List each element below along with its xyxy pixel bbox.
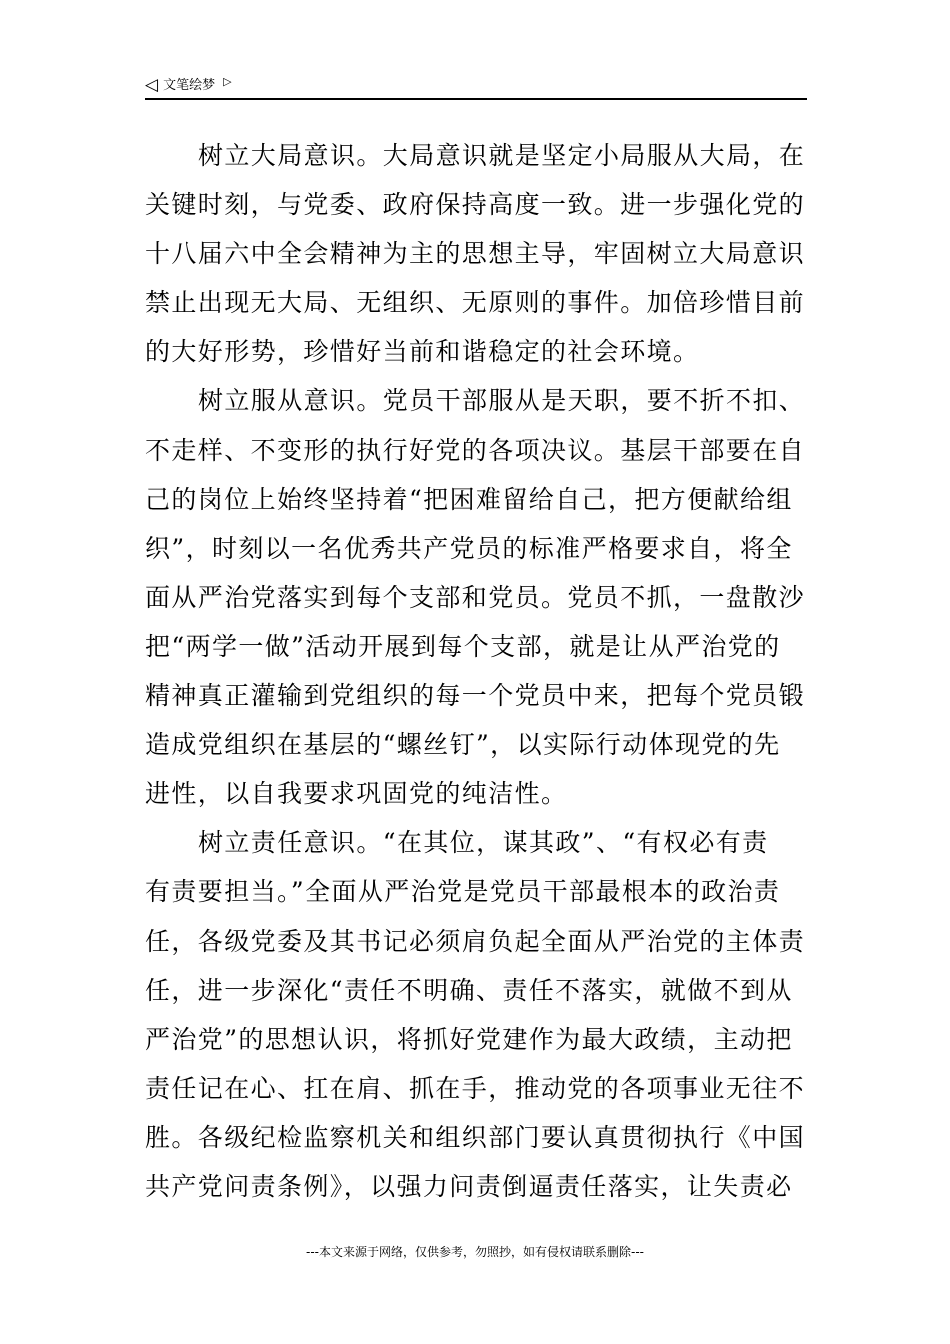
text-line: 胜。各级纪检监察机关和组织部门要认真贯彻执行《中国 — [145, 1122, 806, 1152]
text-line: 精神真正灌输到党组织的每一个党员中来，把每个党员锻 — [145, 681, 806, 711]
text-line: 树立服从意识。党员干部服从是天职，要不折不扣、 — [198, 386, 806, 416]
text-line: 树立责任意识。“在其位，谋其政”、“有权必有责 — [198, 828, 769, 858]
triangle-left-icon: ◁ — [145, 74, 159, 95]
text-line: 关键时刻，与党委、政府保持高度一致。进一步强化党的 — [145, 190, 806, 220]
page-header — [145, 72, 807, 100]
text-line: 造成党组织在基层的“螺丝钉”，以实际行动体现党的先 — [145, 730, 781, 760]
text-line: 十八届六中全会精神为主的思想主导，牢固树立大局意识 — [145, 239, 806, 269]
paragraph-big-picture — [145, 131, 807, 376]
text-line: 织”，时刻以一名优秀共产党员的标准严格要求自，将全 — [145, 533, 793, 563]
header-title: 文笔绘梦 — [163, 77, 216, 93]
text-line: 把“两学一做”活动开展到每个支部，就是让从严治党的 — [145, 631, 781, 661]
text-line: 责任记在心、扛在肩、抓在手，推动党的各项事业无往不 — [145, 1073, 806, 1103]
document-body — [145, 131, 807, 1211]
text-line: 的大好形势，珍惜好当前和谐稳定的社会环境。 — [145, 337, 700, 367]
text-line: 禁止出现无大局、无组织、无原则的事件。加倍珍惜目前 — [145, 288, 806, 318]
paragraph-obedience — [145, 376, 807, 818]
text-line: 进性，以自我要求巩固党的纯洁性。 — [145, 779, 568, 809]
text-line: 任，各级党委及其书记必须肩负起全面从严治党的主体责 — [145, 926, 806, 956]
text-line: 任，进一步深化“责任不明确、责任不落实，就做不到从 — [145, 975, 793, 1005]
text-line: 己的岗位上始终坚持着“把困难留给自己，把方便献给组 — [145, 484, 793, 514]
text-line: 有责要担当。”全面从严治党是党员干部最根本的政治责 — [145, 877, 781, 907]
triangle-right-icon: ▷ — [223, 74, 232, 88]
text-line: 严治党”的思想认识，将抓好党建作为最大政绩，主动把 — [145, 1024, 793, 1054]
text-line: 共产党问责条例》，以强力问责倒逼责任落实，让失责必 — [145, 1171, 793, 1201]
text-line: 面从严治党落实到每个支部和党员。党员不抓，一盘散沙 — [145, 582, 806, 612]
paragraph-responsibility — [145, 818, 807, 1211]
text-line: 树立大局意识。大局意识就是坚定小局服从大局，在 — [198, 141, 806, 170]
page-footer-disclaimer: ---本文来源于网络，仅供参考，勿照抄，如有侵权请联系删除--- — [306, 1245, 644, 1259]
text-line: 不走样、不变形的执行好党的各项决议。基层干部要在自 — [145, 435, 806, 465]
